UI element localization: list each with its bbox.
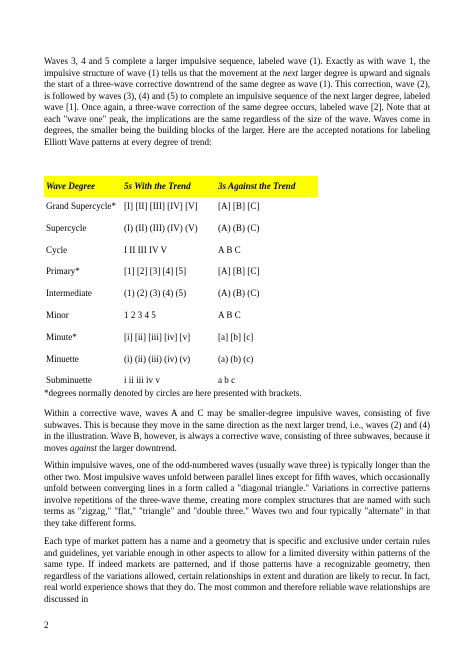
cell-wave-degree: Subminuette <box>46 375 92 386</box>
table-body <box>44 197 318 393</box>
table-row <box>44 241 318 263</box>
cell-5s-with-trend: [i] [ii] [iii] [iv] [v] <box>124 331 191 342</box>
table-row <box>44 197 318 219</box>
page-number: 2 <box>44 620 49 630</box>
cell-5s-with-trend: [1] [2] [3] [4] [5] <box>124 266 187 277</box>
cell-wave-degree: Minuette <box>46 353 79 364</box>
cell-3s-against-trend: (A) (B) (C) <box>218 222 260 233</box>
cell-wave-degree: Minor <box>46 309 69 320</box>
paragraph-degrees-footnote: *degrees normally denoted by circles are here presented with brackets. <box>44 388 302 398</box>
paragraph-wave-degrees-intro: Waves 3, 4 and 5 complete a larger impulsive sequence, labeled wave (1). Exactly as with wave 1, the impulsive structure of wave (1) tells us that the movement at the next larger degree is upward and signals the start of a three-wave corrective downtrend of the same degree as wave (1). This correction, wave (2), is followed by waves (3), (4) and (5) to complete an impulsive sequence of the next larger degree, labeled wave [1]. Once again, a three-wave correction of the same degree occurs, labeled wave [2]. Note that at each "wave one" peak, the implications are the same regardless of the size of the wave. Waves come in degrees, the smaller being the building blocks of the larger. Here are the accepted notations for labeling Elliott Wave patterns at every degree of trend: <box>44 56 430 147</box>
table-row <box>44 219 318 241</box>
cell-5s-with-trend: I II III IV V <box>124 244 168 255</box>
header-5s-with-trend: 5s With the Trend <box>124 181 191 191</box>
cell-3s-against-trend: [A] [B] [C] <box>218 201 260 211</box>
cell-5s-with-trend: [I] [II] [III] [IV] [V] <box>124 201 198 211</box>
table-row <box>44 306 318 328</box>
cell-wave-degree: Primary* <box>46 266 80 277</box>
table-row <box>44 328 318 350</box>
table-row <box>44 284 318 306</box>
cell-5s-with-trend: (I) (II) (III) (IV) (V) <box>124 222 198 233</box>
wave-degree-table <box>44 176 318 393</box>
paragraph-corrective-waves: Within a corrective wave, waves A and C may be smaller-degree impulsive waves, consisting of five subwaves. This is because they move in the same direction as the next larger trend, i.e., waves (2) and (4) in the illustration. Wave B, however, is always a corrective wave, consisting of three subwaves, because it moves against the larger downtrend. <box>44 408 430 453</box>
cell-5s-with-trend: (1) (2) (3) (4) (5) <box>124 288 187 299</box>
paragraph-impulsive-waves: Within impulsive waves, one of the odd-numbered waves (usually wave three) is typically longer than the other two. Most impulsive waves unfold between parallel lines except for fifth waves, which occasionally unfold between converging lines in a form called a "diagonal triangle." Variations in corrective patterns involve repetitions of the three-wave theme, creating more complex structures that are named with such terms as "zigzag," "flat," "triangle" and "double three." Waves two and four typically "alternate" in that they take different forms. <box>44 460 430 528</box>
cell-wave-degree: Intermediate <box>46 288 92 299</box>
table-row <box>44 350 318 372</box>
table-header-row <box>44 176 318 197</box>
cell-5s-with-trend: (i) (ii) (iii) (iv) (v) <box>124 353 191 364</box>
cell-wave-degree: Minute* <box>46 331 77 342</box>
header-3s-against-trend: 3s Against the Trend <box>218 181 296 191</box>
cell-3s-against-trend: (A) (B) (C) <box>218 288 260 299</box>
cell-wave-degree: Grand Supercycle* <box>46 201 116 211</box>
cell-3s-against-trend: A B C <box>218 309 241 320</box>
cell-3s-against-trend: [A] [B] [C] <box>218 266 260 277</box>
cell-3s-against-trend: [a] [b] [c] <box>218 331 254 342</box>
cell-3s-against-trend: a b c <box>218 375 236 386</box>
header-wave-degree: Wave Degree <box>46 181 96 191</box>
cell-5s-with-trend: i ii iii iv v <box>124 375 160 386</box>
cell-3s-against-trend: A B C <box>218 244 241 255</box>
cell-3s-against-trend: (a) (b) (c) <box>218 353 254 364</box>
cell-wave-degree: Cycle <box>46 244 68 255</box>
paragraph-market-patterns: Each type of market pattern has a name and a geometry that is specific and exclusive under certain rules and guidelines, yet variable enough in other aspects to allow for a limited diversity within patterns of the same type. If indeed markets are patterned, and if those patterns have a recognizable geometry, then regardless of the variations allowed, certain relationships in extent and duration are likely to recur. In fact, real world experience shows that they do. The most common and therefore reliable wave relationships are discussed in <box>44 536 430 604</box>
cell-wave-degree: Supercycle <box>46 222 87 233</box>
table-row <box>44 262 318 284</box>
cell-5s-with-trend: 1 2 3 4 5 <box>124 309 156 320</box>
